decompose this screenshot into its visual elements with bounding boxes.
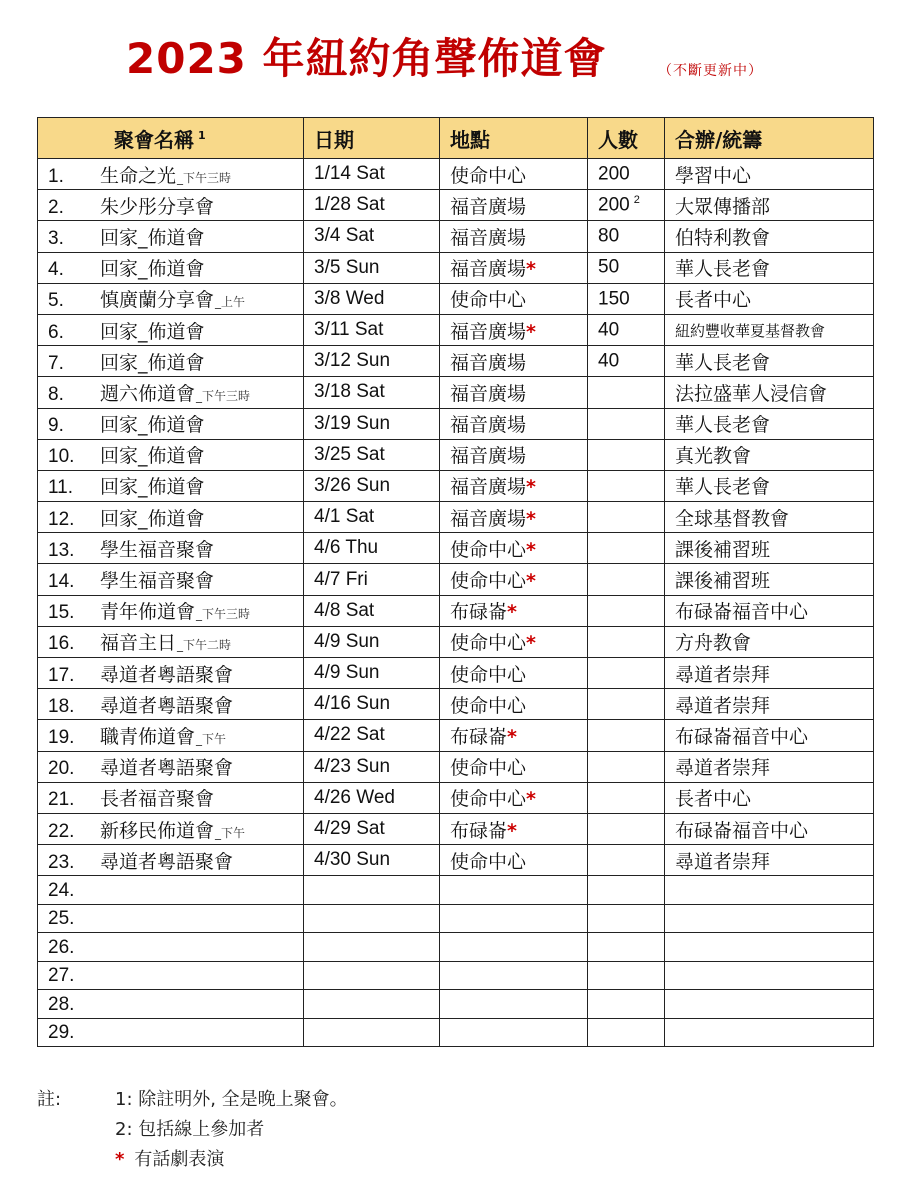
cell-name	[38, 283, 304, 314]
location-text: 福音廣場	[450, 507, 527, 530]
count-value: 200	[598, 194, 630, 216]
row-number: 6.	[48, 321, 64, 343]
table-row	[38, 813, 874, 844]
cell-date: 4/6 Thu	[304, 533, 440, 564]
event-time-note: _下午	[215, 825, 246, 840]
drama-star: *	[526, 258, 536, 281]
cell-name	[38, 626, 304, 657]
row-number: 16.	[48, 633, 75, 655]
cell-date: 3/4 Sat	[304, 221, 440, 252]
cell-name	[38, 1018, 304, 1047]
drama-star: *	[526, 538, 536, 561]
cell-date: 4/7 Fri	[304, 564, 440, 595]
event-name: 新移民佈道會	[100, 819, 215, 842]
page-subtitle: （不斷更新中）	[658, 63, 763, 79]
cell-host	[665, 961, 874, 990]
cell-date: 3/25 Sat	[304, 439, 440, 470]
cell-location	[440, 626, 588, 657]
cell-count	[588, 283, 665, 314]
count-value: 80	[598, 225, 620, 247]
cell-location	[440, 408, 588, 439]
event-name: 生命之光	[100, 164, 177, 187]
table-row	[38, 190, 874, 221]
drama-star: *	[507, 819, 517, 842]
location-text: 使命中心	[450, 850, 527, 873]
cell-name	[38, 502, 304, 533]
event-name: 朱少彤分享會	[100, 195, 215, 218]
table-row	[38, 408, 874, 439]
row-number: 15.	[48, 602, 75, 624]
cell-date	[304, 933, 440, 962]
row-number: 27.	[48, 965, 75, 987]
cell-count	[588, 1018, 665, 1047]
cell-host: 伯特利教會	[665, 221, 874, 252]
cell-host: 紐約豐收華夏基督教會	[665, 314, 874, 345]
cell-name	[38, 904, 304, 933]
cell-count	[588, 689, 665, 720]
table-row	[38, 595, 874, 626]
table-row	[38, 221, 874, 252]
event-time-note: _下午三時	[196, 388, 251, 403]
cell-host: 長者中心	[665, 782, 874, 813]
cell-host: 學習中心	[665, 159, 874, 190]
location-text: 福音廣場	[450, 351, 527, 374]
row-number: 25.	[48, 908, 75, 930]
event-name: 學生福音聚會	[100, 538, 215, 561]
event-time-note: _下午二時	[177, 638, 232, 653]
cell-host: 尋道者崇拜	[665, 751, 874, 782]
table-row	[38, 990, 874, 1019]
cell-host	[665, 1018, 874, 1047]
cell-count	[588, 933, 665, 962]
cell-name	[38, 689, 304, 720]
cell-name	[38, 408, 304, 439]
cell-date: 4/9 Sun	[304, 626, 440, 657]
event-time-note: _上午	[215, 295, 246, 310]
col-header-name-sup: 1	[198, 128, 206, 142]
cell-date	[304, 990, 440, 1019]
event-name: 尋道者粵語聚會	[100, 850, 234, 873]
cell-name	[38, 658, 304, 689]
cell-host: 法拉盛華人浸信會	[665, 377, 874, 408]
event-name: 學生福音聚會	[100, 570, 215, 593]
cell-date: 3/12 Sun	[304, 346, 440, 377]
event-name: 回家_佈道會	[100, 414, 205, 437]
cell-date: 3/11 Sat	[304, 314, 440, 345]
event-name: 尋道者粵語聚會	[100, 694, 234, 717]
cell-count	[588, 658, 665, 689]
cell-host	[665, 933, 874, 962]
cell-location	[440, 876, 588, 905]
cell-count	[588, 502, 665, 533]
cell-count	[588, 377, 665, 408]
table-row	[38, 346, 874, 377]
location-text: 福音廣場	[450, 445, 527, 468]
col-header-name: 聚會名稱 $^1$	[38, 118, 304, 159]
header	[0, 26, 909, 86]
cell-name	[38, 470, 304, 501]
footnote-1: 1: 除註明外, 全是晚上聚會。	[115, 1089, 348, 1110]
footnote-2: 2: 包括線上參加者	[115, 1119, 265, 1140]
cell-name	[38, 159, 304, 190]
cell-name	[38, 845, 304, 876]
table-row	[38, 470, 874, 501]
cell-date: 3/18 Sat	[304, 377, 440, 408]
event-name: 回家_佈道會	[100, 507, 205, 530]
cell-count	[588, 626, 665, 657]
event-name: 尋道者粵語聚會	[100, 663, 234, 686]
cell-host: 尋道者崇拜	[665, 689, 874, 720]
table-row	[38, 533, 874, 564]
table-row	[38, 377, 874, 408]
cell-location	[440, 595, 588, 626]
cell-location	[440, 470, 588, 501]
col-header-count: 人數	[588, 118, 665, 159]
cell-name	[38, 782, 304, 813]
cell-count	[588, 252, 665, 283]
cell-count	[588, 533, 665, 564]
cell-count	[588, 720, 665, 751]
event-name: 回家_佈道會	[100, 476, 205, 499]
cell-host: 課後補習班	[665, 533, 874, 564]
location-text: 福音廣場	[450, 320, 527, 343]
cell-count	[588, 813, 665, 844]
cell-location	[440, 720, 588, 751]
cell-location	[440, 314, 588, 345]
cell-location	[440, 564, 588, 595]
cell-count	[588, 221, 665, 252]
row-number: 7.	[48, 352, 64, 374]
cell-host: 長者中心	[665, 283, 874, 314]
cell-host: 課後補習班	[665, 564, 874, 595]
cell-name	[38, 876, 304, 905]
location-text: 使命中心	[450, 570, 527, 593]
location-text: 福音廣場	[450, 258, 527, 281]
table-row	[38, 283, 874, 314]
cell-date: 4/23 Sun	[304, 751, 440, 782]
cell-name	[38, 720, 304, 751]
cell-host: 尋道者崇拜	[665, 658, 874, 689]
cell-name	[38, 990, 304, 1019]
location-text: 布碌崙	[450, 601, 508, 624]
cell-date: 4/26 Wed	[304, 782, 440, 813]
table-row	[38, 720, 874, 751]
cell-host: 華人長老會	[665, 252, 874, 283]
cell-count	[588, 346, 665, 377]
cell-location	[440, 346, 588, 377]
row-number: 5.	[48, 290, 64, 312]
table-row	[38, 564, 874, 595]
footnote-label: 註:	[37, 1089, 62, 1110]
cell-name	[38, 961, 304, 990]
table-row	[38, 252, 874, 283]
table-row	[38, 782, 874, 813]
cell-count	[588, 190, 665, 221]
cell-date: 4/29 Sat	[304, 813, 440, 844]
footnote-star	[115, 1145, 224, 1171]
event-name: 回家_佈道會	[100, 226, 205, 249]
row-number: 10.	[48, 446, 75, 468]
table-row	[38, 845, 874, 876]
cell-name	[38, 933, 304, 962]
page-title: 2023 年紐約角聲佈道會	[126, 34, 607, 83]
location-text: 使命中心	[450, 538, 527, 561]
row-number: 26.	[48, 936, 75, 958]
table-row	[38, 502, 874, 533]
location-text: 布碌崙	[450, 725, 508, 748]
row-number: 22.	[48, 820, 75, 842]
cell-location	[440, 502, 588, 533]
cell-count	[588, 845, 665, 876]
cell-host: 布碌崙福音中心	[665, 595, 874, 626]
row-number: 12.	[48, 508, 75, 530]
cell-date	[304, 904, 440, 933]
row-number: 2.	[48, 196, 64, 218]
event-time-note: _下午三時	[177, 170, 232, 185]
row-number: 4.	[48, 259, 64, 281]
cell-name	[38, 314, 304, 345]
location-text: 使命中心	[450, 694, 527, 717]
event-name: 尋道者粵語聚會	[100, 757, 234, 780]
drama-star: *	[526, 320, 536, 343]
row-number: 28.	[48, 993, 75, 1015]
cell-location	[440, 159, 588, 190]
cell-count	[588, 408, 665, 439]
cell-date: 4/16 Sun	[304, 689, 440, 720]
event-time-note: _下午	[196, 731, 227, 746]
cell-name	[38, 346, 304, 377]
cell-host	[665, 904, 874, 933]
table-row	[38, 876, 874, 905]
table-row	[38, 933, 874, 962]
row-number: 19.	[48, 726, 75, 748]
cell-name	[38, 252, 304, 283]
drama-star: *	[526, 570, 536, 593]
location-text: 福音廣場	[450, 226, 527, 249]
cell-location	[440, 933, 588, 962]
cell-location	[440, 689, 588, 720]
cell-date: 1/28 Sat	[304, 190, 440, 221]
cell-location	[440, 533, 588, 564]
cell-count	[588, 314, 665, 345]
row-number: 13.	[48, 539, 75, 561]
cell-count	[588, 782, 665, 813]
cell-host	[665, 876, 874, 905]
location-text: 布碌崙	[450, 819, 508, 842]
cell-date: 4/9 Sun	[304, 658, 440, 689]
cell-host	[665, 990, 874, 1019]
row-number: 23.	[48, 851, 75, 873]
cell-date: 4/8 Sat	[304, 595, 440, 626]
row-number: 1.	[48, 165, 64, 187]
cell-count	[588, 876, 665, 905]
cell-host: 華人長老會	[665, 346, 874, 377]
cell-name	[38, 564, 304, 595]
cell-count	[588, 470, 665, 501]
cell-location	[440, 221, 588, 252]
cell-date: 4/22 Sat	[304, 720, 440, 751]
count-value: 40	[598, 319, 620, 341]
cell-location	[440, 1018, 588, 1047]
cell-count	[588, 595, 665, 626]
row-number: 17.	[48, 664, 75, 686]
count-value: 150	[598, 288, 630, 309]
row-number: 24.	[48, 879, 75, 901]
event-name: 青年佈道會	[100, 601, 196, 624]
cell-location	[440, 377, 588, 408]
location-text: 使命中心	[450, 757, 527, 780]
event-name: 回家_佈道會	[100, 258, 205, 281]
drama-star: *	[526, 632, 536, 655]
row-number: 14.	[48, 571, 75, 593]
row-number: 3.	[48, 227, 64, 249]
event-name: 回家_佈道會	[100, 320, 205, 343]
cell-date: 3/8 Wed	[304, 283, 440, 314]
row-number: 18.	[48, 695, 75, 717]
cell-count	[588, 904, 665, 933]
event-name: 慎廣蘭分享會	[100, 289, 215, 312]
row-number: 11.	[48, 477, 74, 499]
cell-host: 布碌崙福音中心	[665, 813, 874, 844]
table-row	[38, 314, 874, 345]
table-row	[38, 626, 874, 657]
location-text: 福音廣場	[450, 414, 527, 437]
location-text: 福音廣場	[450, 195, 527, 218]
cell-host: 布碌崙福音中心	[665, 720, 874, 751]
footnote-star-text: 有話劇表演	[134, 1149, 225, 1170]
cell-name	[38, 751, 304, 782]
cell-location	[440, 252, 588, 283]
drama-star: *	[526, 788, 536, 811]
drama-star: *	[526, 476, 536, 499]
cell-host: 全球基督教會	[665, 502, 874, 533]
location-text: 福音廣場	[450, 382, 527, 405]
event-name: 週六佈道會	[100, 382, 196, 405]
cell-name	[38, 190, 304, 221]
count-value: 40	[598, 350, 620, 372]
cell-date: 4/30 Sun	[304, 845, 440, 876]
drama-star: *	[507, 725, 517, 748]
cell-location	[440, 904, 588, 933]
location-text: 使命中心	[450, 289, 527, 312]
cell-location	[440, 990, 588, 1019]
location-text: 使命中心	[450, 164, 527, 187]
table-row	[38, 751, 874, 782]
col-header-date: 日期	[304, 118, 440, 159]
event-name: 長者福音聚會	[100, 788, 215, 811]
col-header-host: 合辦/統籌	[665, 118, 874, 159]
location-text: 福音廣場	[450, 476, 527, 499]
event-name: 職青佈道會	[100, 725, 196, 748]
location-text: 使命中心	[450, 788, 527, 811]
table-row	[38, 904, 874, 933]
count-value: 50	[598, 256, 620, 278]
cell-location	[440, 782, 588, 813]
table-row	[38, 439, 874, 470]
cell-host: 真光教會	[665, 439, 874, 470]
cell-date	[304, 1018, 440, 1047]
cell-date: 4/1 Sat	[304, 502, 440, 533]
drama-star: *	[526, 507, 536, 530]
cell-host: 大眾傳播部	[665, 190, 874, 221]
cell-name	[38, 533, 304, 564]
table-row	[38, 658, 874, 689]
cell-host: 華人長老會	[665, 470, 874, 501]
cell-name	[38, 439, 304, 470]
cell-location	[440, 813, 588, 844]
cell-count	[588, 439, 665, 470]
table-row	[38, 961, 874, 990]
cell-date	[304, 876, 440, 905]
cell-date	[304, 961, 440, 990]
col-header-location: 地點	[440, 118, 588, 159]
cell-location	[440, 190, 588, 221]
row-number: 21.	[48, 789, 75, 811]
count-sup: 2	[633, 194, 640, 207]
cell-date: 3/19 Sun	[304, 408, 440, 439]
cell-host: 華人長老會	[665, 408, 874, 439]
cell-date: 1/14 Sat	[304, 159, 440, 190]
cell-count	[588, 961, 665, 990]
cell-count	[588, 159, 665, 190]
event-name: 回家_佈道會	[100, 445, 205, 468]
event-name: 福音主日	[100, 632, 177, 655]
cell-name	[38, 221, 304, 252]
event-time-note: _下午三時	[196, 607, 251, 622]
count-value: 200	[598, 163, 630, 185]
row-number: 20.	[48, 758, 75, 780]
cell-location	[440, 439, 588, 470]
table-row	[38, 159, 874, 190]
cell-date: 3/26 Sun	[304, 470, 440, 501]
cell-count	[588, 990, 665, 1019]
cell-name	[38, 595, 304, 626]
event-name: 回家_佈道會	[100, 351, 205, 374]
table-header-row	[38, 118, 874, 159]
table-row	[38, 689, 874, 720]
cell-name	[38, 377, 304, 408]
cell-host: 方舟教會	[665, 626, 874, 657]
cell-location	[440, 961, 588, 990]
drama-star: *	[507, 601, 517, 624]
location-text: 使命中心	[450, 663, 527, 686]
location-text: 使命中心	[450, 632, 527, 655]
cell-location	[440, 845, 588, 876]
footnote-star-mark: *	[115, 1149, 125, 1170]
row-number: 8.	[48, 383, 64, 405]
cell-name	[38, 813, 304, 844]
row-number: 29.	[48, 1022, 75, 1044]
cell-count	[588, 751, 665, 782]
cell-location	[440, 658, 588, 689]
cell-count	[588, 564, 665, 595]
cell-host: 尋道者崇拜	[665, 845, 874, 876]
table-row	[38, 1018, 874, 1047]
cell-location	[440, 751, 588, 782]
schedule-table	[37, 117, 874, 1047]
row-number: 9.	[48, 415, 64, 437]
cell-date: 3/5 Sun	[304, 252, 440, 283]
cell-location	[440, 283, 588, 314]
